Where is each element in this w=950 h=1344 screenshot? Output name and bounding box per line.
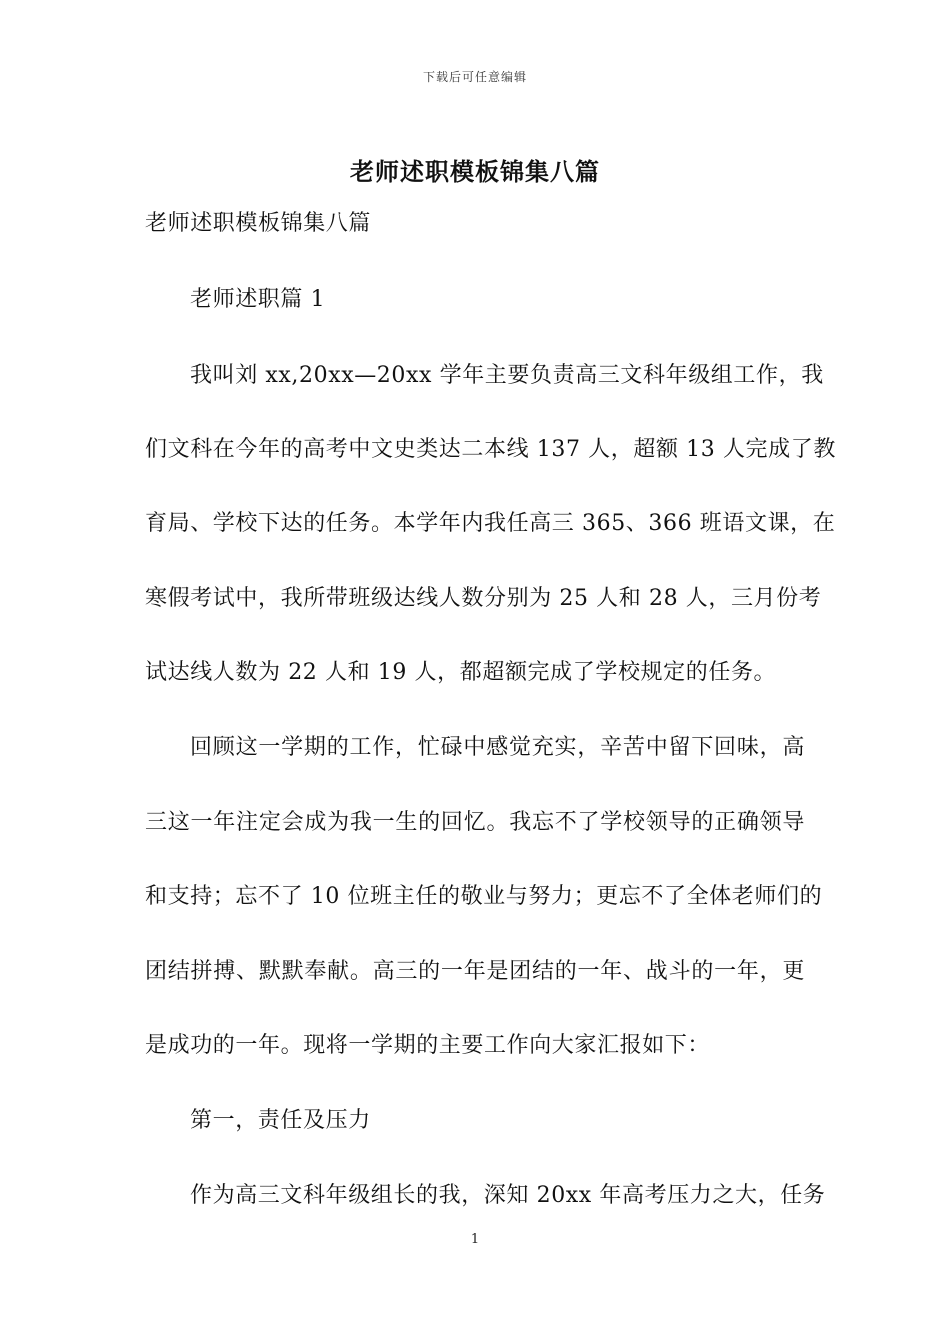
section-heading: 老师述职篇 1 (190, 287, 326, 312)
paragraph-line: 和支持；忘不了 10 位班主任的敬业与努力；更忘不了全体老师们的 (145, 884, 823, 909)
paragraph-line: 我叫刘 xx,20xx—20xx 学年主要负责高三文科年级组工作，我 (190, 363, 824, 388)
paragraph-line: 团结拼搏、默默奉献。高三的一年是团结的一年、战斗的一年，更 (145, 959, 805, 984)
paragraph-line: 是成功的一年。现将一学期的主要工作向大家汇报如下： (145, 1033, 711, 1058)
point-heading: 第一，责任及压力 (190, 1108, 371, 1133)
paragraph-line: 作为高三文科年级组长的我，深知 20xx 年高考压力之大，任务 (190, 1183, 826, 1208)
document-title: 老师述职模板锦集八篇 (350, 157, 600, 186)
paragraph-line: 试达线人数为 22 人和 19 人，都超额完成了学校规定的任务。 (145, 660, 777, 685)
document-subtitle: 老师述职模板锦集八篇 (145, 211, 372, 236)
paragraph-line: 育局、学校下达的任务。本学年内我任高三 365、366 班语文课，在 (145, 511, 836, 536)
paragraph-line: 三这一年注定会成为我一生的回忆。我忘不了学校领导的正确领导 (145, 810, 805, 835)
paragraph-line: 们文科在今年的高考中文史类达二本线 137 人，超额 13 人完成了教 (145, 437, 836, 462)
header-note: 下载后可任意编辑 (422, 70, 527, 84)
paragraph-line: 回顾这一学期的工作，忙碌中感觉充实，辛苦中留下回味，高 (190, 735, 805, 760)
paragraph-line: 寒假考试中，我所带班级达线人数分别为 25 人和 28 人，三月份考 (145, 586, 822, 611)
page-number: 1 (470, 1232, 480, 1247)
